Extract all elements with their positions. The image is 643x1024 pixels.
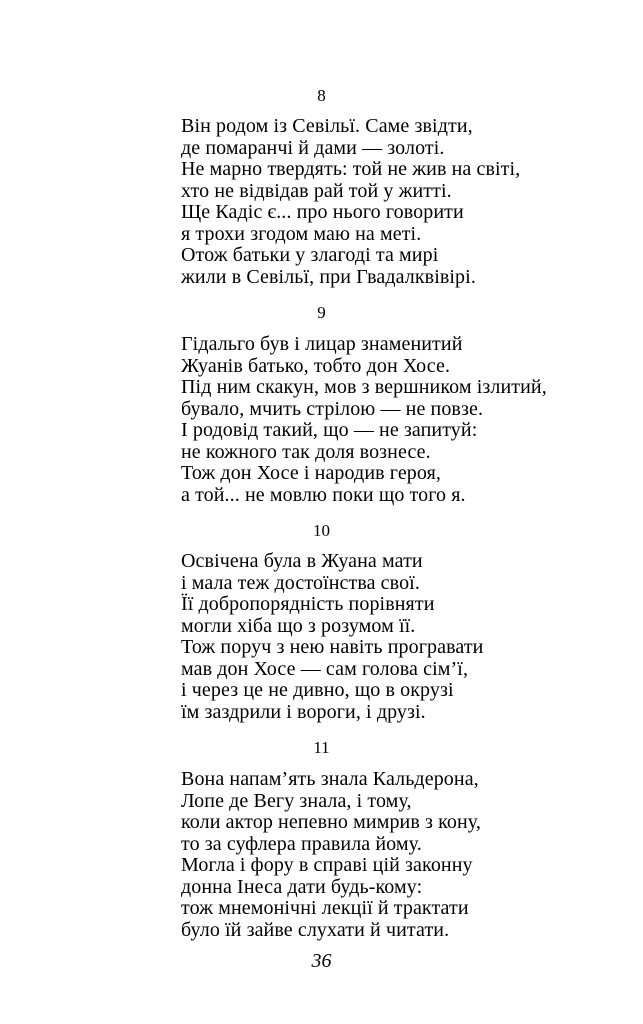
verse-line: де помаранчі й дами — золоті. bbox=[181, 136, 445, 159]
verse-line: Отож батьки у злагоді та мирі bbox=[181, 244, 439, 266]
verse-line: Він родом із Севільї. Саме звідти, bbox=[181, 115, 473, 137]
verse-line: і мала теж достоїнства свої. bbox=[181, 571, 420, 594]
stanza bbox=[181, 769, 581, 941]
verse-line: І родовід такий, що — не запитуй: bbox=[181, 419, 478, 441]
verse-line: Під ним скакун, мов з вершником ізлитий, bbox=[181, 376, 547, 398]
verse-line: могли хіба що з розумом її. bbox=[181, 614, 416, 637]
stanza bbox=[181, 551, 581, 723]
verse-line: Не марно твердять: той не жив на світі, bbox=[181, 158, 521, 180]
verse-line: Тож дон Хосе і народив героя, bbox=[181, 462, 442, 484]
verse-line: Жуанів батько, тобто дон Хосе. bbox=[181, 354, 451, 377]
verse-line: Ще Кадіс є... про нього говорити bbox=[181, 201, 464, 223]
verse-line: Лопе де Вегу знала, і тому, bbox=[181, 789, 412, 812]
verse-line: їм заздрили і вороги, і друзі. bbox=[181, 700, 426, 723]
stanza-number: 11 bbox=[313, 738, 330, 757]
verse-line: Гідальго був і лицар знаменитий bbox=[181, 333, 463, 355]
verse-line: Вона напам’ять знала Кальдерона, bbox=[181, 768, 479, 790]
stanza-number: 9 bbox=[317, 303, 326, 322]
page-number: 36 bbox=[311, 950, 332, 972]
verse-line: хто не відвідав рай той у житті. bbox=[181, 179, 452, 202]
verse-line: тож мнемонічні лекції й трактати bbox=[181, 897, 469, 919]
verse-line: мав дон Хосе — сам голова сім’ї, bbox=[181, 657, 469, 680]
stanza bbox=[181, 334, 581, 506]
verse-line: Тож поруч з нею навіть програвати bbox=[181, 636, 484, 658]
verse-line: а той... не мовлю поки що того я. bbox=[181, 483, 466, 506]
verse-line: жили в Севільї, при Гвадалквівірі. bbox=[181, 265, 476, 288]
verse-line: бувало, мчить стрілою — не повзе. bbox=[181, 397, 484, 420]
stanza bbox=[181, 116, 581, 288]
verse-line: Могла і фору в справі цій законну bbox=[181, 854, 473, 876]
verse-line: Освічена була в Жуана мати bbox=[181, 550, 423, 572]
verse-line: було їй зайве слухати й читати. bbox=[181, 918, 450, 941]
verse-line: і через це не дивно, що в окрузі bbox=[181, 679, 454, 701]
stanza-number: 10 bbox=[313, 521, 330, 540]
verse-line: не кожного так доля вознесе. bbox=[181, 440, 431, 463]
verse-line: то за суфлера правила йому. bbox=[181, 832, 422, 855]
verse-line: коли актор непевно мимрив з кону, bbox=[181, 811, 481, 833]
verse-line: донна Інеса дати будь-кому: bbox=[181, 875, 423, 898]
verse-line: я трохи згодом маю на меті. bbox=[181, 222, 422, 245]
verse-line: Її добропорядність порівняти bbox=[181, 593, 435, 615]
stanza-number: 8 bbox=[317, 86, 326, 105]
